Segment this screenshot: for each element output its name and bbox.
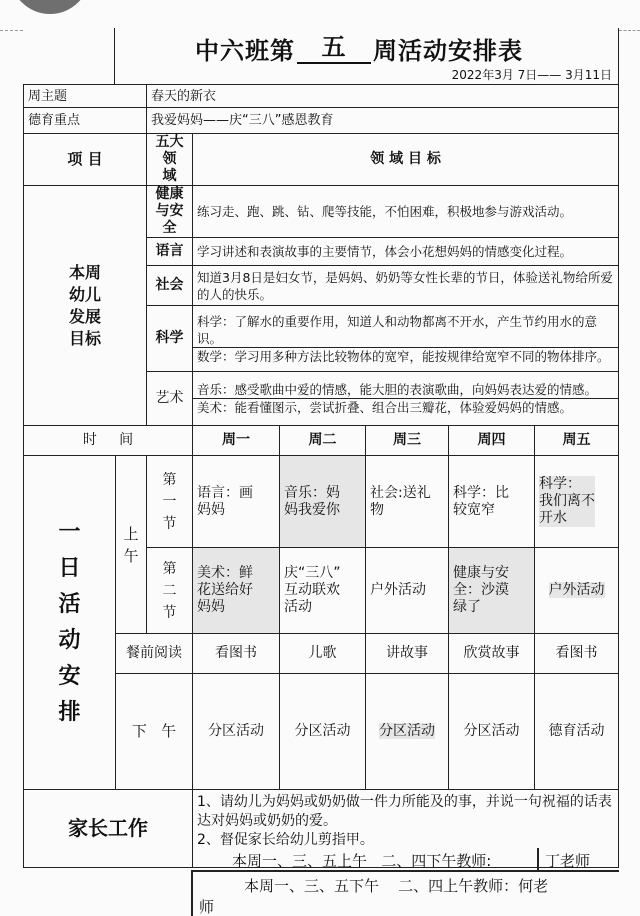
session1-fri: [535, 456, 619, 548]
daily-label: 一 日 活 动 安 排: [24, 456, 116, 790]
goal-social: 知道3月8日是妇女节，是妈妈、奶奶等女性长辈的节日，体验送礼物给所爱的人的快乐。: [193, 266, 619, 306]
session2-fri: [535, 548, 619, 634]
domain-art: 艺术: [147, 372, 193, 426]
title-prefix: 中六班第: [195, 36, 295, 65]
goal-math-line: 数学：学习用多种方法比较物体的宽窄，能按规律给宽窄不同的物体排序。: [193, 347, 618, 365]
page-title: [195, 28, 595, 68]
session2-mon: 美术：鲜 花送给好 妈妈: [193, 548, 280, 634]
dashed-guide: [0, 30, 23, 31]
moral-value: 我爱妈妈——庆“三八”感恩教育: [147, 108, 619, 134]
goal-health: 练习走、跑、跳、钻、爬等技能，不怕困难，积极地参与游戏活动。: [193, 186, 619, 238]
afternoon-label: 下 午: [116, 674, 193, 790]
reading-mon: 看图书: [193, 634, 280, 674]
day-mon: 周一: [193, 426, 280, 456]
afternoon-fri: 德育活动: [535, 674, 619, 790]
day-tue: 周二: [280, 426, 366, 456]
afternoon-tue: 分区活动: [280, 674, 366, 790]
session2-wed: 户外活动: [366, 548, 449, 634]
corner-shadow: [10, 0, 90, 14]
session2-tue: 庆“三八” 互动联欢 活动: [280, 548, 366, 634]
domain-language: 语言: [147, 238, 193, 266]
reading-wed: 讲故事: [366, 634, 449, 674]
session1-thu: 科学：比 较宽窄: [449, 456, 535, 548]
session2-label: 第 二 节: [147, 548, 193, 634]
afternoon-mon: 分区活动: [193, 674, 280, 790]
domain-science: 科学: [147, 306, 193, 372]
header-goal: 领 域 目 标: [193, 134, 619, 186]
title-week-number: 五: [297, 32, 371, 64]
session1-label: 第 一 节: [147, 456, 193, 548]
session1-wed: 社会:送礼 物: [366, 456, 449, 548]
session2-thu: 健康与安 全：沙漠 绿了: [449, 548, 535, 634]
day-thu: 周四: [449, 426, 535, 456]
goal-art: [193, 372, 619, 426]
parents-label: 家长工作: [24, 790, 193, 868]
goal-science: [193, 306, 619, 372]
parents-item-2: 2、督促家长给幼儿剪指甲。: [197, 832, 374, 848]
afternoon-wed: [366, 674, 449, 790]
teacher-schedule-2-cont: 师: [199, 898, 215, 916]
date-range: 2022年3月 7日—— 3月11日: [451, 68, 612, 82]
day-fri: 周五: [535, 426, 619, 456]
header-item: 项 目: [24, 134, 147, 186]
theme-value: 春天的新衣: [147, 85, 619, 108]
dashed-guide: [619, 30, 640, 31]
domain-health: 健康 与安全: [147, 186, 193, 238]
teacher-box-divider: [537, 848, 539, 872]
domain-social: 社会: [147, 266, 193, 306]
morning-label: 上 午: [116, 456, 147, 634]
teacher-name-1: 丁老师: [545, 852, 591, 870]
session2-fri-text: 户外活动: [548, 582, 605, 598]
bottom-divider: [191, 870, 193, 916]
reading-tue: 儿歌: [280, 634, 366, 674]
parents-item-1: 1、请幼儿为妈妈或奶奶做一件力所能及的事，并说一句祝福的话表达对妈妈或奶奶的爱。: [197, 794, 612, 829]
theme-label: 周主题: [24, 85, 147, 108]
session1-tue: 音乐：妈 妈我爱你: [280, 456, 366, 548]
teacher-schedule-1: 本周一、三、五上午 二、四下午教师:: [232, 852, 492, 870]
teacher-schedule-2: 本周一、三、五下午 二、四上午教师：何老: [244, 877, 549, 895]
goal-science-line: 科学：了解水的重要作用，知道人和动物都离不开水，产生节约用水的意识。: [197, 313, 598, 346]
day-wed: 周三: [366, 426, 449, 456]
goal-music-line: 音乐：感受歌曲中爱的情感，能大胆的表演歌曲，向妈妈表达爱的情感。: [197, 382, 598, 397]
title-suffix: 周活动安排表: [373, 36, 523, 65]
moral-label: 德育重点: [24, 108, 147, 134]
header-domain: 五大 领 域: [147, 134, 193, 186]
reading-fri: 看图书: [535, 634, 619, 674]
afternoon-wed-text: 分区活动: [379, 723, 436, 739]
reading-label: 餐前阅读: [116, 634, 193, 674]
session1-mon: 语言：画 妈妈: [193, 456, 280, 548]
goal-artwork-line: 美术：能看懂图示，尝试折叠、组合出三瓣花，体验爱妈妈的情感。: [193, 398, 618, 416]
session1-fri-text: 科学： 我们离不 开水: [539, 476, 596, 526]
goals-section-label: 本周 幼儿 发展 目标: [24, 186, 147, 426]
reading-thu: 欣赏故事: [449, 634, 535, 674]
schedule-table: [23, 84, 619, 868]
goal-language: 学习讲述和表演故事的主要情节，体会小花想妈妈的情感变化过程。: [193, 238, 619, 266]
time-label: 时 间: [24, 426, 193, 456]
afternoon-thu: 分区活动: [449, 674, 535, 790]
